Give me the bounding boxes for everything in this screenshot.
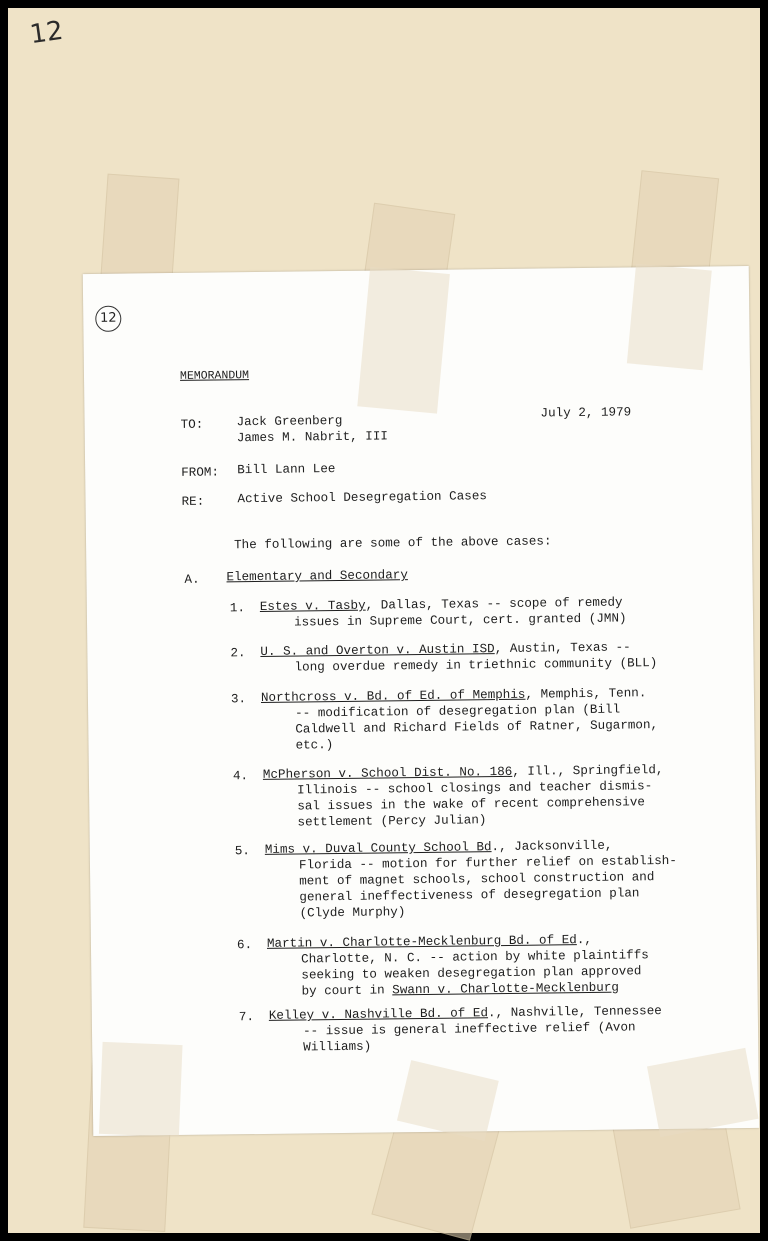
case-line: Caldwell and Richard Fields of Ratner, Sugarmon, (295, 718, 659, 737)
case-line: ., (576, 932, 593, 948)
case-line: by court in (301, 983, 393, 999)
case-number: 2. (230, 646, 246, 661)
case-line: general ineffectiveness of desegregation plan (299, 886, 640, 905)
memo-date: July 2, 1979 (540, 405, 632, 421)
section-letter: A. (184, 572, 200, 587)
backing-board (8, 8, 760, 1233)
case-line: (Clyde Murphy) (299, 905, 406, 921)
case-line: sal issues in the wake of recent comprehensive (297, 795, 645, 814)
case-name: Swann v. Charlotte-Mecklenburg (392, 980, 620, 998)
section-title: Elementary and Secondary (226, 568, 408, 585)
tape-strip (631, 170, 719, 280)
case-name: Mims v. Duval County School Bd (264, 840, 492, 857)
case-number: 6. (236, 938, 253, 953)
case-number: 4. (232, 769, 249, 784)
tape-strip (99, 1042, 183, 1137)
tape-strip (357, 267, 450, 414)
case-line: ment of magnet schools, school construction and (299, 870, 655, 889)
case-item (260, 594, 627, 630)
case-line: seeking to weaken desegregation plan approved (301, 964, 642, 983)
from-value: Bill Lann Lee (237, 462, 336, 478)
from-label: FROM: (181, 465, 220, 480)
intro-text: The following are some of the above cases: (233, 534, 552, 553)
memo-page (83, 266, 759, 1136)
case-item (267, 931, 649, 1000)
case-line: Charlotte, N. C. -- action by white plaintiffs (301, 948, 649, 967)
re-label: RE: (181, 494, 205, 509)
case-line: Florida -- motion for further relief on establish- (298, 853, 677, 873)
case-item (263, 762, 664, 831)
case-line: settlement (Percy Julian) (297, 813, 487, 830)
case-line: -- modification of desegregation plan (Bill (295, 702, 621, 721)
case-line: , Ill., Springfield, (512, 763, 664, 779)
tape-strip (647, 1048, 759, 1137)
case-item (265, 837, 678, 922)
case-name: Martin v. Charlotte-Mecklenburg Bd. of Ed (266, 933, 577, 951)
case-line: etc.) (295, 738, 334, 753)
case-line: , Austin, Texas -- (494, 640, 631, 657)
case-line: ., Nashville, Tennessee (487, 1004, 662, 1021)
case-item (269, 1003, 663, 1056)
case-number: 5. (234, 844, 251, 859)
case-name: McPherson v. School Dist. No. 186 (262, 764, 513, 782)
to-recipient-1: Jack Greenberg (236, 413, 343, 430)
case-item (260, 639, 657, 676)
case-line: Williams) (303, 1039, 372, 1055)
case-name: U. S. and Overton v. Austin ISD (260, 642, 495, 659)
case-number: 3. (230, 692, 247, 707)
case-line: Illinois -- school closings and teacher dismis- (296, 779, 653, 798)
case-line: ., Jacksonville, (491, 838, 613, 855)
handwritten-page-number: 12 (28, 15, 66, 51)
case-name: Kelley v. Nashville Bd. of Ed (268, 1006, 489, 1023)
case-name: Northcross v. Bd. of Ed. of Memphis (260, 687, 526, 705)
tape-strip (627, 264, 712, 371)
tape-strip (397, 1060, 499, 1141)
case-number: 1. (229, 601, 246, 616)
case-line: -- issue is general ineffective relief (Avon (302, 1020, 636, 1039)
to-label: TO: (180, 417, 204, 432)
case-item (261, 685, 659, 754)
case-number: 7. (238, 1010, 255, 1025)
tape-strip (101, 174, 180, 281)
case-name: Estes v. Tasby (259, 598, 366, 614)
case-line: long overdue remedy in triethnic community (BLL) (294, 656, 658, 675)
case-line: , Dallas, Texas -- scope of remedy (365, 595, 623, 613)
case-line: , Memphis, Tenn. (525, 686, 647, 702)
to-recipient-2: James M. Nabrit, III (236, 429, 389, 446)
memo-heading: MEMORANDUM (179, 369, 250, 383)
circled-page-number: 12 (95, 306, 121, 332)
case-line: issues in Supreme Court, cert. granted (JMN) (293, 611, 627, 630)
re-value: Active School Desegregation Cases (237, 489, 487, 507)
